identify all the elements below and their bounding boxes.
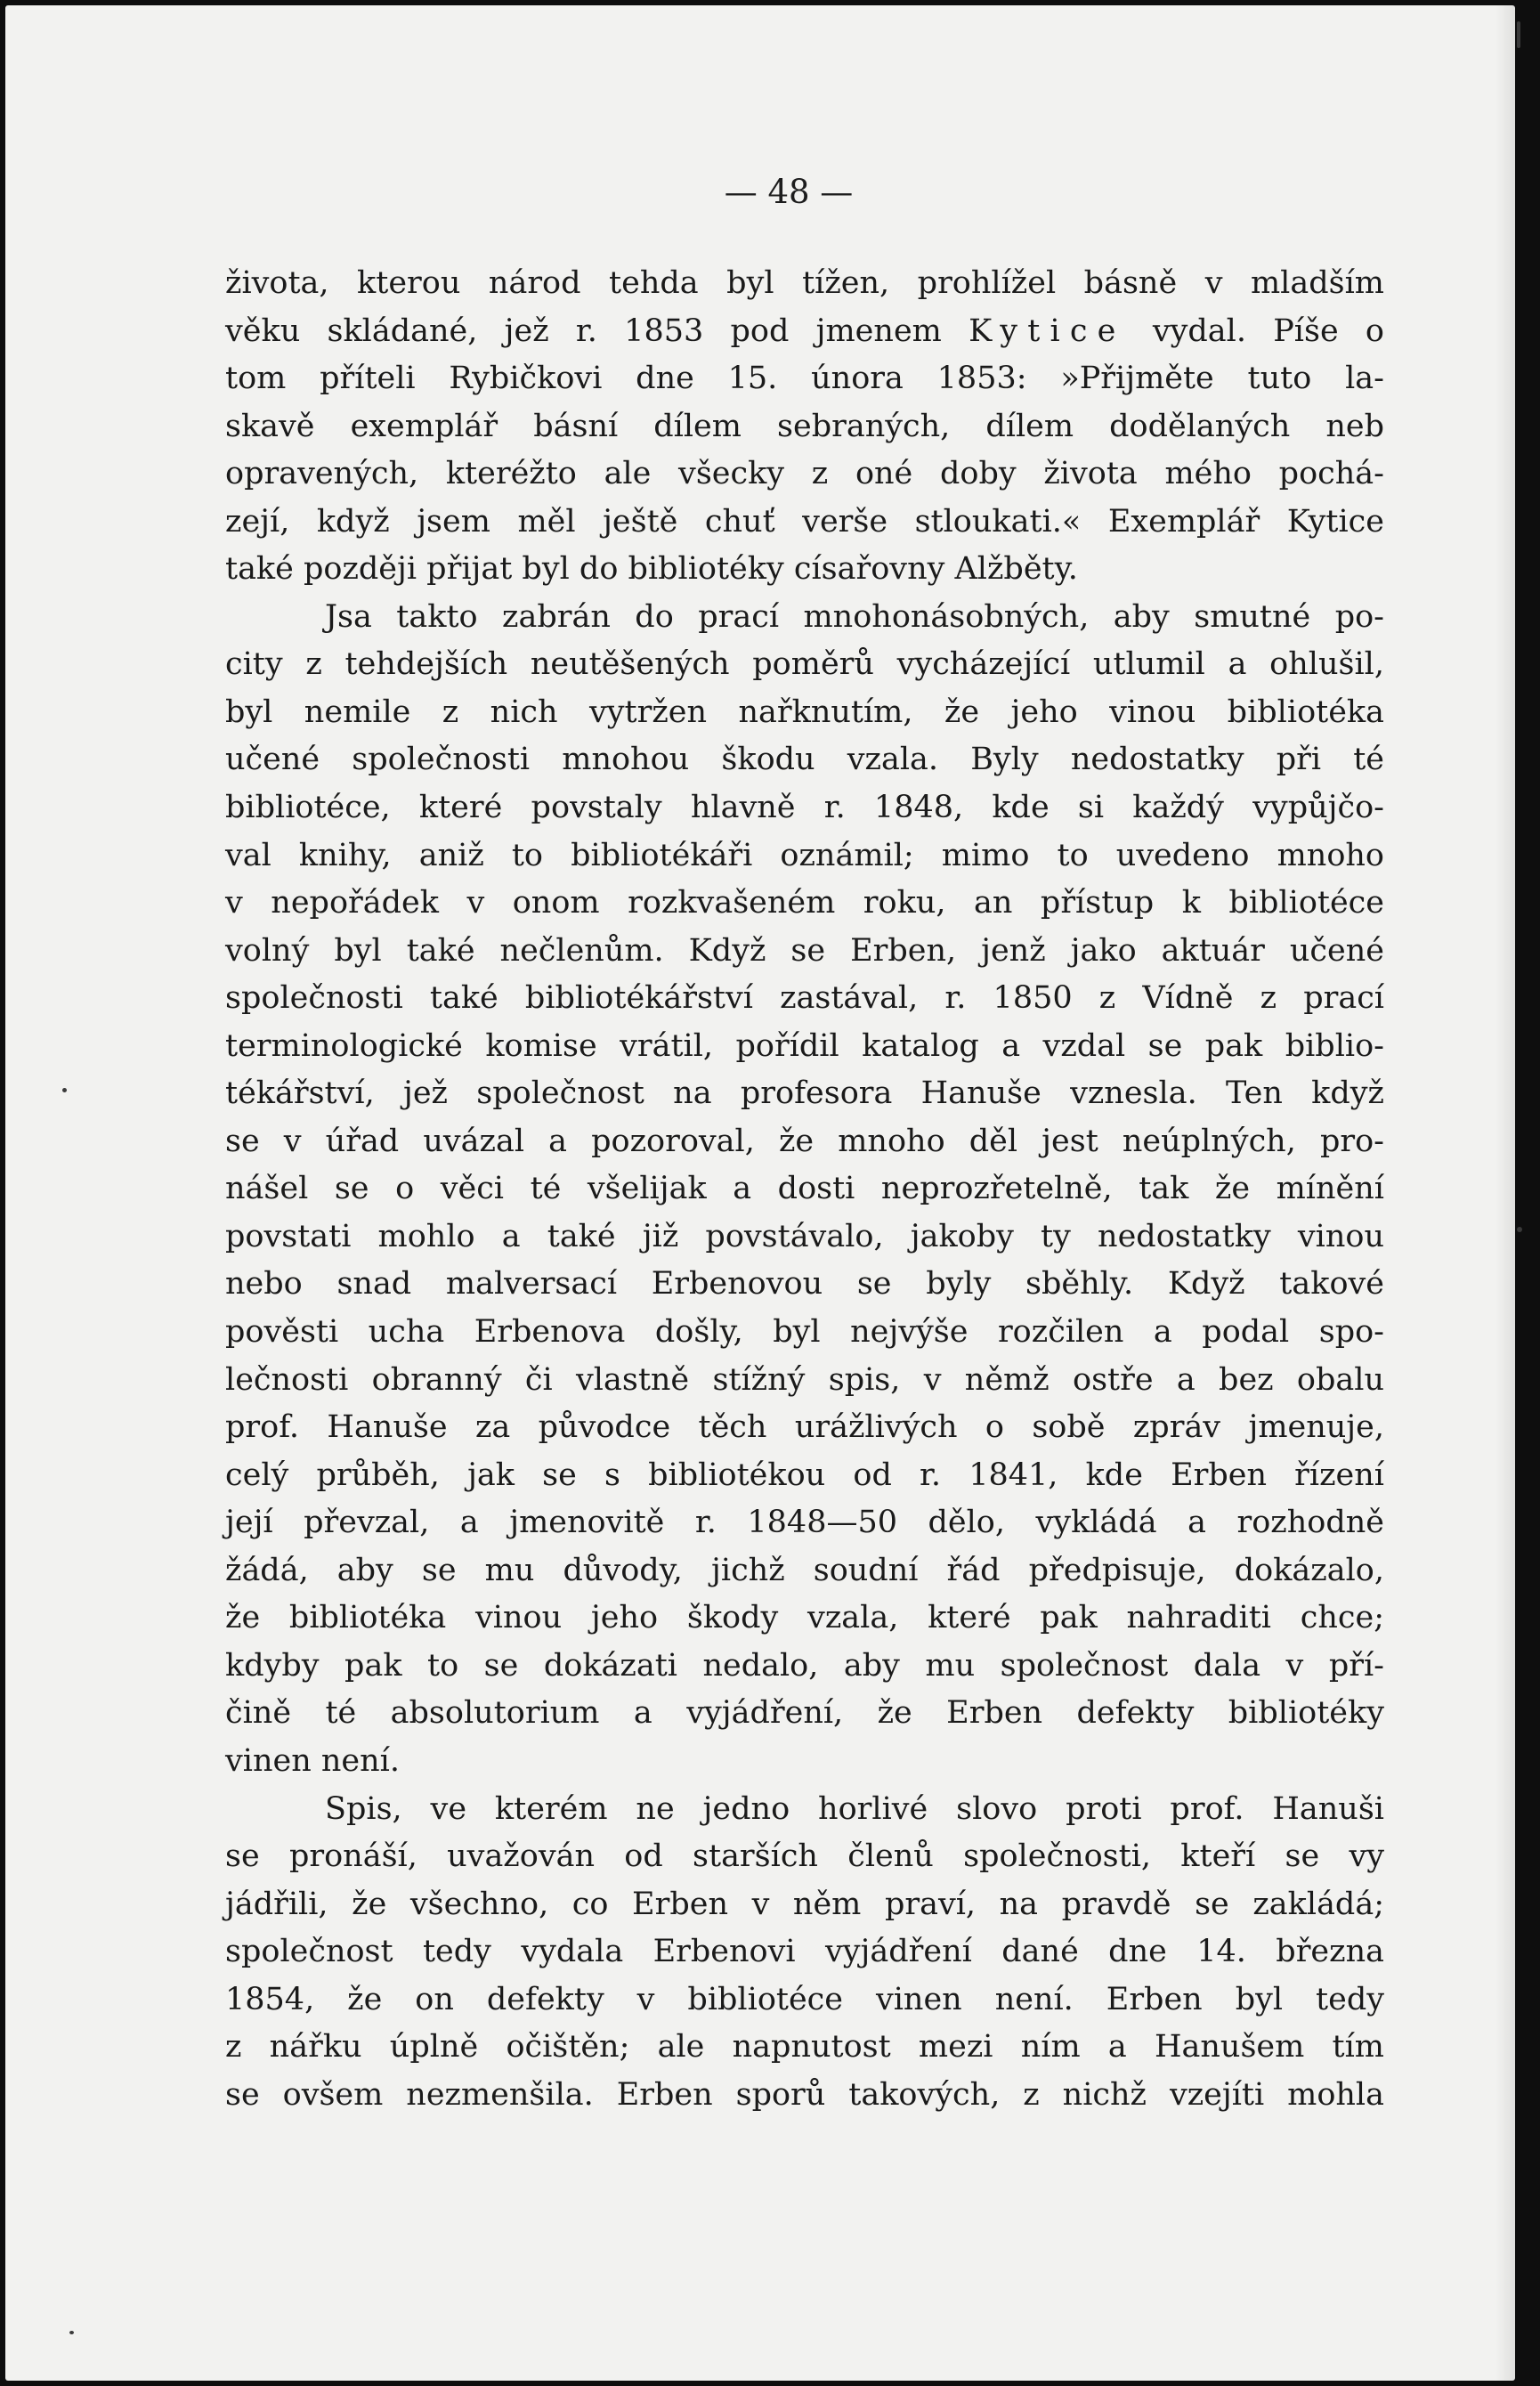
text-line: z nářku úplně očištěn; ale napnutost mezi ním a Hanušem tím — [225, 2029, 1384, 2065]
text-line: že bibliotéka vinou jeho škody vzala, které pak nahraditi chce; — [225, 1600, 1384, 1636]
text-line: Jsa takto zabrán do prací mnohonásobných, aby smutné po- — [325, 598, 1384, 635]
text-line: jádřili, že všechno, co Erben v něm praví, na pravdě se zakládá; — [225, 1886, 1384, 1922]
text-line: společnost tedy vydala Erbenovi vyjádření dané dne 14. března — [225, 1934, 1384, 1970]
text-line: city z tehdejších neutěšených poměrů vycházející utlumil a ohlušil, — [225, 646, 1384, 683]
page-edge-shadow — [1495, 5, 1515, 2381]
text-line: tom příteli Rybičkovi dne 15. února 1853: »Přijměte tuto la- — [225, 361, 1384, 397]
page-number: — 48 — — [724, 173, 854, 211]
text-line: se pronáší, uvažován od starších členů společnosti, kteří se vy — [225, 1838, 1384, 1875]
text-line: celý průběh, jak se s bibliotékou od r. 1841, kde Erben řízení — [225, 1457, 1384, 1493]
spaced-title: Kytice — [969, 312, 1126, 349]
text-line: terminologické komise vrátil, pořídil katalog a vzdal se pak biblio- — [225, 1027, 1384, 1064]
text-line: společnosti také bibliotékářství zastával, r. 1850 z Vídně z prací — [225, 980, 1384, 1017]
text-line: povstati mohlo a také již povstávalo, jakoby ty nedostatky vinou — [225, 1218, 1384, 1254]
text-line: lečnosti obranný či vlastně stížný spis, v němž ostře a bez obalu — [225, 1361, 1384, 1398]
text-line: tékářství, jež společnost na profesora Hanuše vznesla. Ten když — [225, 1075, 1384, 1112]
text-line: skavě exemplář básní dílem sebraných, dílem dodělaných neb — [225, 408, 1384, 444]
text-line: také později přijat byl do bibliotéky císařovny Alžběty. — [225, 551, 1078, 588]
text-line: Spis, ve kterém ne jedno horlivé slovo proti prof. Hanuši — [325, 1790, 1384, 1827]
text-line: kdyby pak to se dokázati nedalo, aby mu společnost dala v pří- — [225, 1647, 1384, 1684]
text-line: bibliotéce, které povstaly hlavně r. 1848, kde si každý vypůjčo- — [225, 790, 1384, 826]
text-line: opravených, kteréžto ale všecky z oné doby života mého pochá- — [225, 456, 1384, 492]
text-line: v nepořádek v onom rozkvašeném roku, an přístup k bibliotéce — [225, 885, 1384, 921]
text-line: val knihy, aniž to bibliotékáři oznámil; mimo to uvedeno mnoho — [225, 837, 1384, 873]
text-fragment: věku skládané, jež r. 1853 pod jmenem — [225, 312, 969, 349]
text-line: žádá, aby se mu důvody, jichž soudní řád předpisuje, dokázalo, — [225, 1552, 1384, 1588]
text-line: byl nemile z nich vytržen nařknutím, že jeho vinou bibliotéka — [225, 694, 1384, 730]
book-page — [5, 5, 1515, 2381]
text-line: prof. Hanuše za původce těch urážlivých o sobě zpráv jmenuje, — [225, 1409, 1384, 1446]
text-fragment: vydal. Píše o — [1125, 312, 1384, 349]
text-line: učené společnosti mnohou škodu vzala. Byly nedostatky při té — [225, 742, 1384, 778]
text-line: se ovšem nezmenšila. Erben sporů takových, z nichž vzejíti mohla — [225, 2076, 1384, 2113]
text-line: života, kterou národ tehda byl tížen, prohlížel básně v mladším — [225, 265, 1384, 301]
text-line: nášel se o věci té všelijak a dosti neprozřetelně, tak že mínění — [225, 1171, 1384, 1207]
text-line: vinen není. — [225, 1742, 401, 1779]
text-line — [225, 308, 1384, 356]
text-line: pověsti ucha Erbenova došly, byl nejvýše rozčilen a podal spo- — [225, 1314, 1384, 1351]
body-text — [225, 260, 1384, 2119]
text-line: nebo snad malversací Erbenovou se byly sběhly. Když takové — [225, 1266, 1384, 1303]
text-line: 1854, že on defekty v bibliotéce vinen není. Erben byl tedy — [225, 1981, 1384, 2017]
text-line: se v úřad uvázal a pozoroval, že mnoho děl jest neúplných, pro- — [225, 1123, 1384, 1159]
text-line: čině té absolutorium a vyjádření, že Erben defekty bibliotéky — [225, 1695, 1384, 1732]
text-line: zejí, když jsem měl ještě chuť verše stloukati.« Exemplář Kytice — [225, 503, 1384, 540]
text-line: volný byl také nečlenům. Když se Erben, jenž jako aktuár učené — [225, 932, 1384, 969]
text-line: její převzal, a jmenovitě r. 1848—50 dělo, vykládá a rozhodně — [225, 1505, 1384, 1541]
